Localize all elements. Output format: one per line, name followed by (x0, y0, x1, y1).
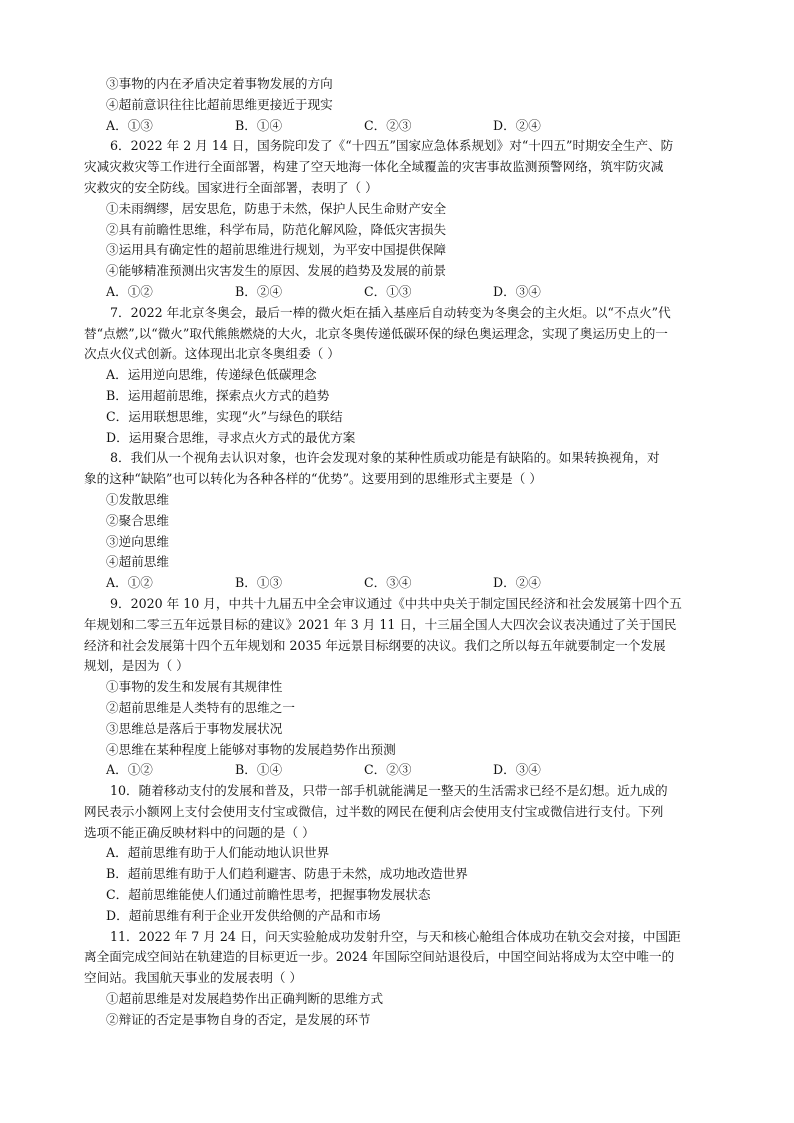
choice-c[interactable]: C．超前思维能使人们通过前瞻性思考，把握事物发展状态 (106, 887, 431, 903)
question-5-tail (84, 74, 720, 136)
item: ④能够精准预测出灾害发生的原因、发展的趋势及发展的前景 (106, 263, 447, 279)
option-d[interactable]: D．③④ (493, 283, 541, 299)
option-d[interactable]: D．③④ (493, 762, 541, 778)
choice-d[interactable]: D．运用聚合思维，寻求点火方式的最优方案 (106, 429, 356, 445)
option-a[interactable]: A．①② (106, 283, 153, 299)
options-row (84, 116, 720, 137)
item: ④超前思维 (106, 554, 169, 570)
question-8 (84, 448, 720, 594)
question-stem-line: 次点火仪式创新。这体现出北京冬奥组委（ ） (84, 346, 340, 362)
option-c[interactable]: C．②③ (364, 117, 412, 133)
option-b[interactable]: B．①④ (235, 117, 283, 133)
question-11 (84, 927, 720, 1031)
item: ③逆向思维 (106, 533, 169, 549)
question-stem-line: 9．2020 年 10 月，中共十九届五中全会审议通过《中共中央关于制定国民经济和社会发展第十四个五 (110, 595, 682, 611)
item: ①超前思维是对发展趋势作出正确判断的思维方式 (106, 991, 384, 1007)
option-a[interactable]: A．①③ (106, 117, 153, 133)
question-stem-line: 8．我们从一个视角去认识对象，也许会发现对象的某种性质或功能是有缺陷的。如果转换视角，对 (110, 450, 660, 466)
item: ①未雨绸缪，居安思危，防患于未然，保护人民生命财产安全 (106, 200, 447, 216)
options-row (84, 760, 720, 781)
options-row (84, 282, 720, 303)
item: ④超前意识往往比超前思维更接近于现实 (106, 96, 333, 112)
option-b[interactable]: B．①③ (235, 575, 283, 591)
option-c[interactable]: C．①③ (364, 283, 412, 299)
choice-d[interactable]: D．超前思维有利于企业开发供给侧的产品和市场 (106, 907, 381, 923)
option-d[interactable]: D．②④ (493, 575, 541, 591)
question-9 (84, 594, 720, 781)
question-stem-line: 10．随着移动支付的发展和普及，只带一部手机就能满足一整天的生活需求已经不是幻想。近九成的 (110, 783, 668, 799)
question-6 (84, 136, 720, 302)
option-c[interactable]: C．③④ (364, 575, 412, 591)
item: ③事物的内在矛盾决定着事物发展的方向 (106, 76, 333, 91)
item: ③运用具有确定性的超前思维进行规划，为平安中国提供保障 (106, 242, 447, 258)
question-stem-line: 选项不能正确反映材料中的问题的是（ ） (84, 824, 315, 840)
option-d[interactable]: D．②④ (493, 117, 541, 133)
item: ②超前思维是人类特有的思维之一 (106, 699, 295, 715)
option-a[interactable]: A．①② (106, 575, 153, 591)
question-stem-line: 6．2022 年 2 月 14 日，国务院印发了《“十四五”国家应急体系规划》对“十四五”时期安全生产、防 (110, 138, 674, 154)
choice-b[interactable]: B．运用超前思维，探索点火方式的趋势 (106, 387, 330, 403)
question-stem-line: 灾减灾救灾等工作进行全面部署，构建了空天地海一体化全域覆盖的灾害事故监测预警网络，筑牢防灾减 (84, 159, 664, 175)
option-c[interactable]: C．②③ (364, 762, 412, 778)
question-stem-line: 11．2022 年 7 月 24 日，问天实验舱成功发射升空，与天和核心舱组合体成功在轨交会对接，中国距 (110, 928, 681, 944)
item: ②辩证的否定是事物自身的否定，是发展的环节 (106, 1011, 371, 1027)
option-b[interactable]: B．②④ (235, 283, 283, 299)
question-7 (84, 303, 720, 449)
choice-b[interactable]: B．超前思维有助于人们趋利避害、防患于未然，成功地改造世界 (106, 866, 468, 882)
item: ③思维总是落后于事物发展状况 (106, 720, 283, 736)
item: ①事物的发生和发展有其规律性 (106, 679, 283, 695)
item: ④思维在某种程度上能够对事物的发展趋势作出预测 (106, 741, 396, 757)
question-stem-line: 空间站。我国航天事业的发展表明（ ） (84, 970, 303, 986)
question-stem-line: 离全面完成空间站在轨建造的目标更近一步。2024 年国际空间站退役后，中国空间站将成为太空中唯一的 (84, 949, 675, 965)
question-stem-line: 经济和社会发展第十四个五年规划和 2035 年远景目标纲要的决议。我们之所以每五年就要制定一个发展 (84, 637, 666, 653)
question-stem-line: 灾救灾的安全防线。国家进行全面部署，表明了（ ） (84, 179, 378, 195)
choice-a[interactable]: A．超前思维有助于人们能动地认识世界 (106, 845, 330, 861)
item: ①发散思维 (106, 491, 169, 507)
options-row (84, 573, 720, 594)
exam-page (84, 74, 720, 1031)
question-stem-line: 年规划和二零三五年远景目标的建议》2021 年 3 月 11 日，十三届全国人大四次会议表决通过了关于国民 (84, 616, 677, 632)
choice-c[interactable]: C．运用联想思维，实现“火”与绿色的联结 (106, 408, 343, 424)
option-b[interactable]: B．①④ (235, 762, 283, 778)
option-a[interactable]: A．①② (106, 762, 153, 778)
question-stem-line: 7．2022 年北京冬奥会，最后一棒的微火炬在插入基座后自动转变为冬奥会的主火炬。以“不点火”代 (110, 304, 671, 320)
question-stem-line: 替“点燃”,以“微火”取代熊熊燃烧的大火，北京冬奥传递低碳环保的绿色奥运理念，实现了奥运历史上的一 (84, 325, 668, 341)
item: ②聚合思维 (106, 512, 169, 528)
choice-a[interactable]: A．运用逆向思维，传递绿色低碳理念 (106, 367, 317, 383)
question-stem-line: 象的这种“缺陷”也可以转化为各种各样的“优势”。这要用到的思维形式主要是（ ） (84, 471, 542, 487)
question-stem-line: 网民表示小额网上支付会使用支付宝或微信，过半数的网民在便利店会使用支付宝或微信进行支付。下列 (84, 803, 664, 819)
item: ②具有前瞻性思维，科学布局，防范化解风险，降低灾害损失 (106, 221, 447, 237)
question-10 (84, 781, 720, 927)
question-stem-line: 规划，是因为（ ） (84, 658, 189, 674)
